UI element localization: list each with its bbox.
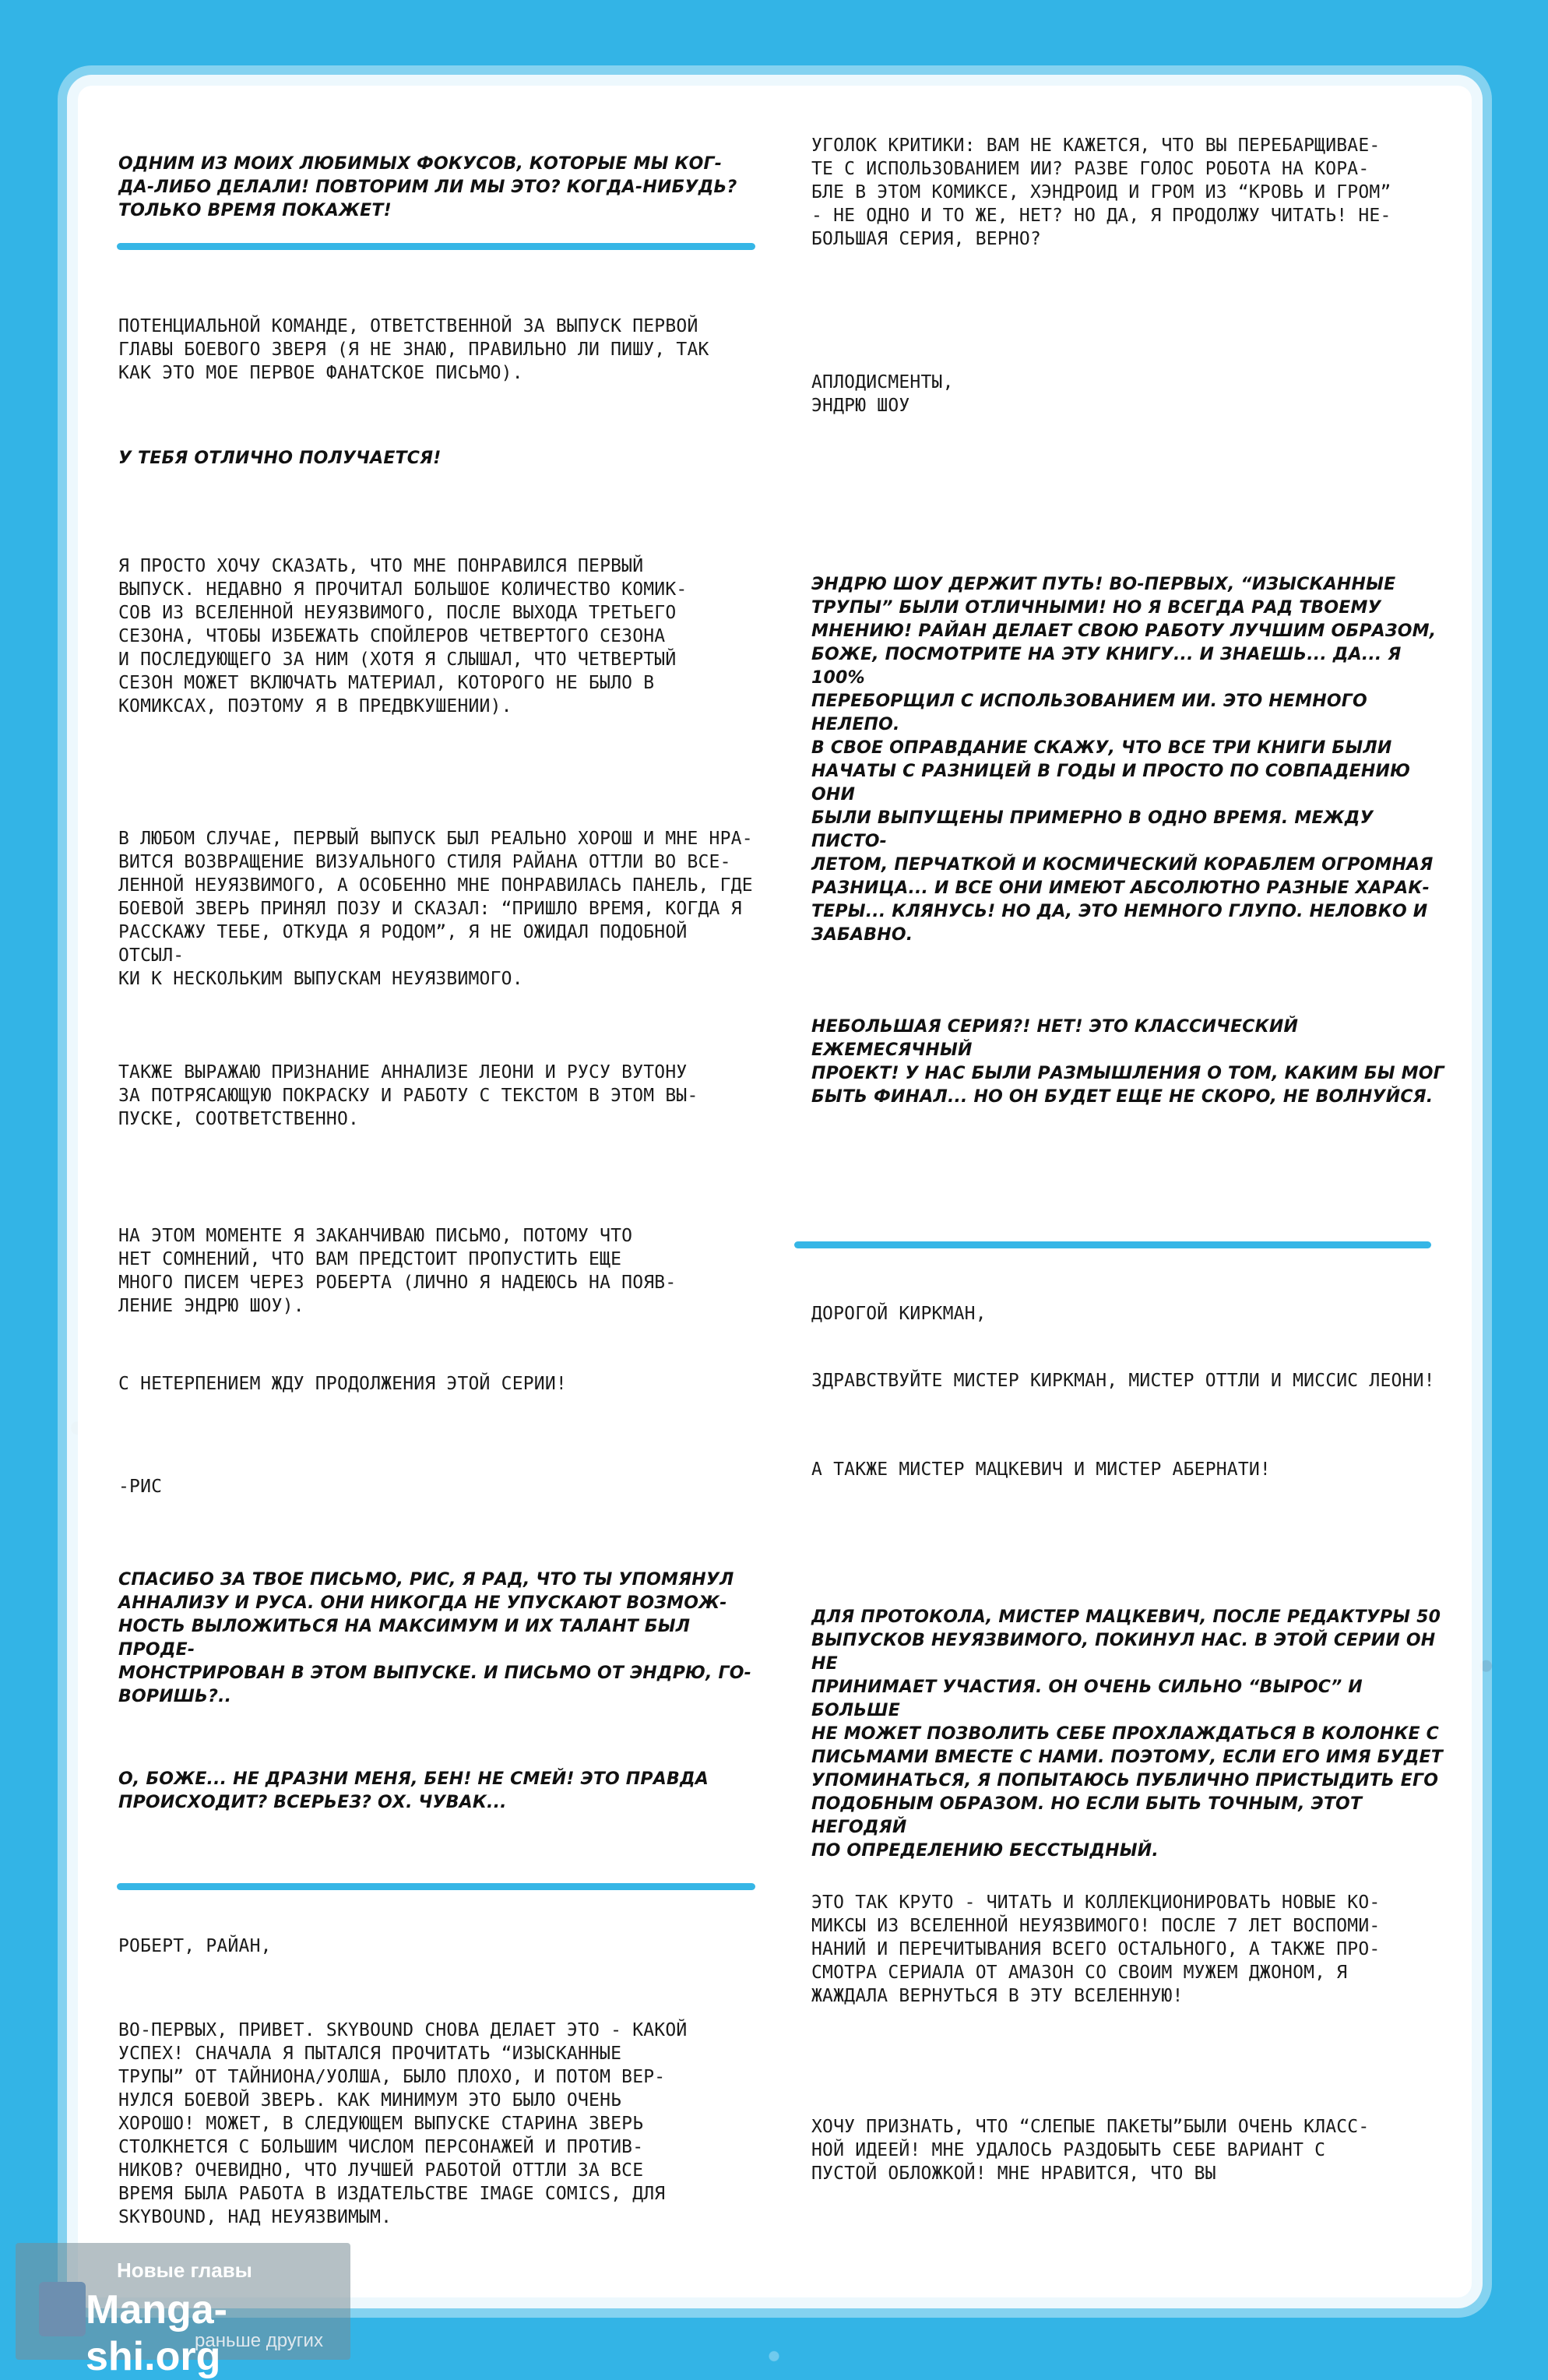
watermark-subtitle: раньше других: [195, 2330, 323, 2351]
editor-reply: ДЛЯ ПРОТОКОЛА, МИСТЕР МАЦКЕВИЧ, ПОСЛЕ РЕДАКТУРЫ 50 ВЫПУСКОВ НЕУЯЗВИМОГО, ПОКИНУЛ НАС. В ЭТОЙ СЕРИИ ОН НЕ ПРИНИМАЕТ УЧАСТИЯ. ОН ОЧЕНЬ СИЛЬНО “ВЫРОС” И БОЛЬШЕ НЕ МОЖЕТ ПОЗВОЛИТЬ СЕБЕ ПРОХЛАЖДАТЬСЯ В КОЛОНКЕ С ПИСЬМАМИ ВМЕСТЕ С НАМИ. ПОЭТОМУ, ЕСЛИ ЕГО ИМЯ БУДЕТ УПОМИНАТЬСЯ, Я ПОПЫТАЮСЬ ПУБЛИЧНО ПРИСТЫДИТЬ ЕГО ПОДОБНЫМ ОБРАЗОМ. НО ЕСЛИ БЫТЬ ТОЧНЫМ, ЭТОТ НЕГОДЯЙ ПО ОПРЕДЕЛЕНИЮ БЕССТЫДНЫЙ.: [811, 1607, 1443, 1861]
letter-paragraph: ТАКЖЕ ВЫРАЖАЮ ПРИЗНАНИЕ АННАЛИЗЕ ЛЕОНИ И РУСУ ВУТОНУ ЗА ПОТРЯСАЮЩУЮ ПОКРАСКУ И РАБОТУ С ТЕКСТОМ В ЭТОМ ВЫ- ПУСКЕ, СООТВЕТСТВЕННО.: [118, 1062, 698, 1129]
section-divider: [794, 1241, 1431, 1248]
letter-greeting: РОБЕРТ, РАЙАН,: [118, 1936, 272, 1956]
letter-paragraph: НА ЭТОМ МОМЕНТЕ Я ЗАКАНЧИВАЮ ПИСЬМО, ПОТОМУ ЧТО НЕТ СОМНЕНИЙ, ЧТО ВАМ ПРЕДСТОИТ ПРОПУСТИТЬ ЕЩЕ МНОГО ПИСЕМ ЧЕРЕЗ РОБЕРТА (ЛИЧНО Я НАДЕЮСЬ НА ПОЯВ- ЛЕНИЕ ЭНДРЮ ШОУ).: [118, 1226, 677, 1316]
editor-reply: ЭНДРЮ ШОУ ДЕРЖИТ ПУТЬ! ВО-ПЕРВЫХ, “ИЗЫСКАННЫЕ ТРУПЫ” БЫЛИ ОТЛИЧНЫМИ! НО Я ВСЕГДА РАД ТВОЕМУ МНЕНИЮ! РАЙАН ДЕЛАЕТ СВОЮ РАБОТУ ЛУЧШИМ ОБРАЗОМ, БОЖЕ, ПОСМОТРИТЕ НА ЭТУ КНИГУ... И ЗНАЕШЬ... ДА... Я 100% ПЕРЕБОРЩИЛ С ИСПОЛЬЗОВАНИЕМ ИИ. ЭТО НЕМНОГО НЕЛЕПО. В СВОЕ ОПРАВДАНИЕ СКАЖУ, ЧТО ВСЕ ТРИ КНИГИ БЫЛИ НАЧАТЫ С РАЗНИЦЕЙ В ГОДЫ И ПРОСТО ПО СОВПАДЕНИЮ ОНИ БЫЛИ ВЫПУЩЕНЫ ПРИМЕРНО В ОДНО ВРЕМЯ. МЕЖДУ ПИСТО- ЛЕТОМ, ПЕРЧАТКОЙ И КОСМИЧЕСКИЙ КОРАБЛЕМ ОГРОМНАЯ РАЗНИЦА... И ВСЕ ОНИ ИМЕЮТ АБСОЛЮТНО РАЗНЫЕ ХАРАК- ТЕРЫ... КЛЯНУСЬ! НО ДА, ЭТО НЕМНОГО ГЛУПО. НЕЛОВКО И ЗАБАВНО.: [811, 575, 1437, 945]
editor-reply: НЕБОЛЬШАЯ СЕРИЯ?! НЕТ! ЭТО КЛАССИЧЕСКИЙ ЕЖЕМЕСЯЧНЫЙ ПРОЕКТ! У НАС БЫЛИ РАЗМЫШЛЕНИЯ О ТОМ, КАКИМ БЫ МОГ БЫТЬ ФИНАЛ... НО ОН БУДЕТ ЕЩЕ НЕ СКОРО, НЕ ВОЛНУЙСЯ.: [811, 1017, 1444, 1107]
editor-reply: О, БОЖЕ... НЕ ДРАЗНИ МЕНЯ, БЕН! НЕ СМЕЙ! ЭТО ПРАВДА ПРОИСХОДИТ? ВСЕРЬЕЗ? ОХ. ЧУВАК...: [118, 1769, 709, 1812]
letter-paragraph: ХОЧУ ПРИЗНАТЬ, ЧТО “СЛЕПЫЕ ПАКЕТЫ”БЫЛИ ОЧЕНЬ КЛАСС- НОЙ ИДЕЕЙ! МНЕ УДАЛОСЬ РАЗДОБЫТЬ СЕБЕ ВАРИАНТ С ПУСТОЙ ОБЛОЖКОЙ! МНЕ НРАВИТСЯ, ЧТО ВЫ: [811, 2117, 1370, 2184]
editor-reply: СПАСИБО ЗА ТВОЕ ПИСЬМО, РИС, Я РАД, ЧТО ТЫ УПОМЯНУЛ АННАЛИЗУ И РУСА. ОНИ НИКОГДА НЕ УПУСКАЮТ ВОЗМОЖ- НОСТЬ ВЫЛОЖИТЬСЯ НА МАКСИМУМ И ИХ ТАЛАНТ БЫЛ ПРОДЕ- МОНСТРИРОВАН В ЭТОМ ВЫПУСКЕ. И ПИСЬМО ОТ ЭНДРЮ, ГО- ВОРИШЬ?..: [118, 1570, 751, 1706]
letter-paragraph: ЗДРАВСТВУЙТЕ МИСТЕР КИРКМАН, МИСТЕР ОТТЛИ И МИССИС ЛЕОНИ!: [811, 1371, 1435, 1391]
watermark-logo-icon: [39, 2282, 86, 2336]
editor-reply: У ТЕБЯ ОТЛИЧНО ПОЛУЧАЕТСЯ!: [118, 449, 442, 468]
letter-signature: АПЛОДИСМЕНТЫ, ЭНДРЮ ШОУ: [811, 372, 954, 416]
letter-paragraph: ЭТО ТАК КРУТО - ЧИТАТЬ И КОЛЛЕКЦИОНИРОВАТЬ НОВЫЕ КО- МИКСЫ ИЗ ВСЕЛЕННОЙ НЕУЯЗВИМОГО! ПОСЛЕ 7 ЛЕТ ВОСПОМИ- НАНИЙ И ПЕРЕЧИТЫВАНИЯ ВСЕГО ОСТАЛЬНОГО, А ТАКЖЕ ПРО- СМОТРА СЕРИАЛА ОТ АМАЗОН СО СВОИМ МУЖЕМ ДЖОНОМ, Я ЖАЖДАЛА ВЕРНУТЬСЯ В ЭТУ ВСЕЛЕННУЮ!: [811, 1892, 1381, 2006]
watermark-site-name: Manga-shi.org: [86, 2287, 227, 2379]
section-divider: [117, 243, 755, 250]
letter-paragraph: УГОЛОК КРИТИКИ: ВАМ НЕ КАЖЕТСЯ, ЧТО ВЫ ПЕРЕБАРЩИВАЕ- ТЕ С ИСПОЛЬЗОВАНИЕМ ИИ? РАЗВЕ ГОЛОС РОБОТА НА КОРА- БЛЕ В ЭТОМ КОМИКСЕ, ХЭНДРОИД И ГРОМ ИЗ “КРОВЬ И ГРОМ” - НЕ ОДНО И ТО ЖЕ, НЕТ? НО ДА, Я ПРОДОЛЖУ ЧИТАТЬ! НЕ- БОЛЬШАЯ СЕРИЯ, ВЕРНО?: [811, 136, 1391, 249]
letter-paragraph: Я ПРОСТО ХОЧУ СКАЗАТЬ, ЧТО МНЕ ПОНРАВИЛСЯ ПЕРВЫЙ ВЫПУСК. НЕДАВНО Я ПРОЧИТАЛ БОЛЬШОЕ КОЛИЧЕСТВО КОМИК- СОВ ИЗ ВСЕЛЕННОЙ НЕУЯЗВИМОГО, ПОСЛЕ ВЫХОДА ТРЕТЬЕГО СЕЗОНА, ЧТОБЫ ИЗБЕЖАТЬ СПОЙЛЕРОВ ЧЕТВЕРТОГО СЕЗОНА И ПОСЛЕДУЮЩЕГО ЗА НИМ (ХОТЯ Я СЛЫШАЛ, ЧТО ЧЕТВЕРТЫЙ СЕЗОН МОЖЕТ ВКЛЮЧАТЬ МАТЕРИАЛ, КОТОРОГО НЕ БЫЛО В КОМИКСАХ, ПОЭТОМУ Я В ПРЕДВКУШЕНИИ).: [118, 556, 688, 716]
section-divider: [117, 1883, 755, 1890]
letter-paragraph: В ЛЮБОМ СЛУЧАЕ, ПЕРВЫЙ ВЫПУСК БЫЛ РЕАЛЬНО ХОРОШ И МНЕ НРА- ВИТСЯ ВОЗВРАЩЕНИЕ ВИЗУАЛЬНОГО СТИЛЯ РАЙАНА ОТТЛИ ВО ВСЕ- ЛЕННОЙ НЕУЯЗВИМОГО, А ОСОБЕННО МНЕ ПОНРАВИЛАСЬ ПАНЕЛЬ, ГДЕ БОЕВОЙ ЗВЕРЬ ПРИНЯЛ ПОЗУ И СКАЗАЛ: “ПРИШЛО ВРЕМЯ, КОГДА Я РАССКАЖУ ТЕБЕ, ОТКУДА Я РОДОМ”, Я НЕ ОЖИДАЛ ПОДОБНОЙ ОТСЫЛ- КИ К НЕСКОЛЬКИМ ВЫПУСКАМ НЕУЯЗВИМОГО.: [118, 829, 753, 989]
letter-paragraph: С НЕТЕРПЕНИЕМ ЖДУ ПРОДОЛЖЕНИЯ ЭТОЙ СЕРИИ!: [118, 1374, 567, 1394]
site-watermark: [16, 2243, 350, 2379]
letter-greeting: ДОРОГОЙ КИРКМАН,: [811, 1304, 987, 1324]
watermark-tagline: Новые главы: [117, 2259, 252, 2282]
editor-reply: ОДНИМ ИЗ МОИХ ЛЮБИМЫХ ФОКУСОВ, КОТОРЫЕ МЫ КОГ- ДА-ЛИБО ДЕЛАЛИ! ПОВТОРИМ ЛИ МЫ ЭТО? КОГДА-НИБУДЬ? ТОЛЬКО ВРЕМЯ ПОКАЖЕТ!: [118, 154, 737, 220]
letter-paragraph: ПОТЕНЦИАЛЬНОЙ КОМАНДЕ, ОТВЕТСТВЕННОЙ ЗА ВЫПУСК ПЕРВОЙ ГЛАВЫ БОЕВОГО ЗВЕРЯ (Я НЕ ЗНАЮ, ПРАВИЛЬНО ЛИ ПИШУ, ТАК КАК ЭТО МОЕ ПЕРВОЕ ФАНАТСКОЕ ПИСЬМО).: [118, 316, 709, 383]
letter-paragraph: ВО-ПЕРВЫХ, ПРИВЕТ. SKYBOUND СНОВА ДЕЛАЕТ ЭТО - КАКОЙ УСПЕХ! СНАЧАЛА Я ПЫТАЛСЯ ПРОЧИТАТЬ “ИЗЫСКАННЫЕ ТРУПЫ” ОТ ТАЙНИОНА/УОЛША, БЫЛО ПЛОХО, И ПОТОМ ВЕР- НУЛСЯ БОЕВОЙ ЗВЕРЬ. КАК МИНИМУМ ЭТО БЫЛО ОЧЕНЬ ХОРОШО! МОЖЕТ, В СЛЕДУЮЩЕМ ВЫПУСКЕ СТАРИНА ЗВЕРЬ СТОЛКНЕТСЯ С БОЛЬШИМ ЧИСЛОМ ПЕРСОНАЖЕЙ И ПРОТИВ- НИКОВ? ОЧЕВИДНО, ЧТО ЛУЧШЕЙ РАБОТОЙ ОТТЛИ ЗА ВСЕ ВРЕМЯ БЫЛА РАБОТА В ИЗДАТЕЛЬСТВЕ IMAGE COMICS, ДЛЯ SKYBOUND, НАД НЕУЯЗВИМЫМ.: [118, 2020, 688, 2227]
letter-signature: -РИС: [118, 1477, 163, 1497]
letter-paragraph: А ТАКЖЕ МИСТЕР МАЦКЕВИЧ И МИСТЕР АБЕРНАТИ!: [811, 1459, 1271, 1480]
